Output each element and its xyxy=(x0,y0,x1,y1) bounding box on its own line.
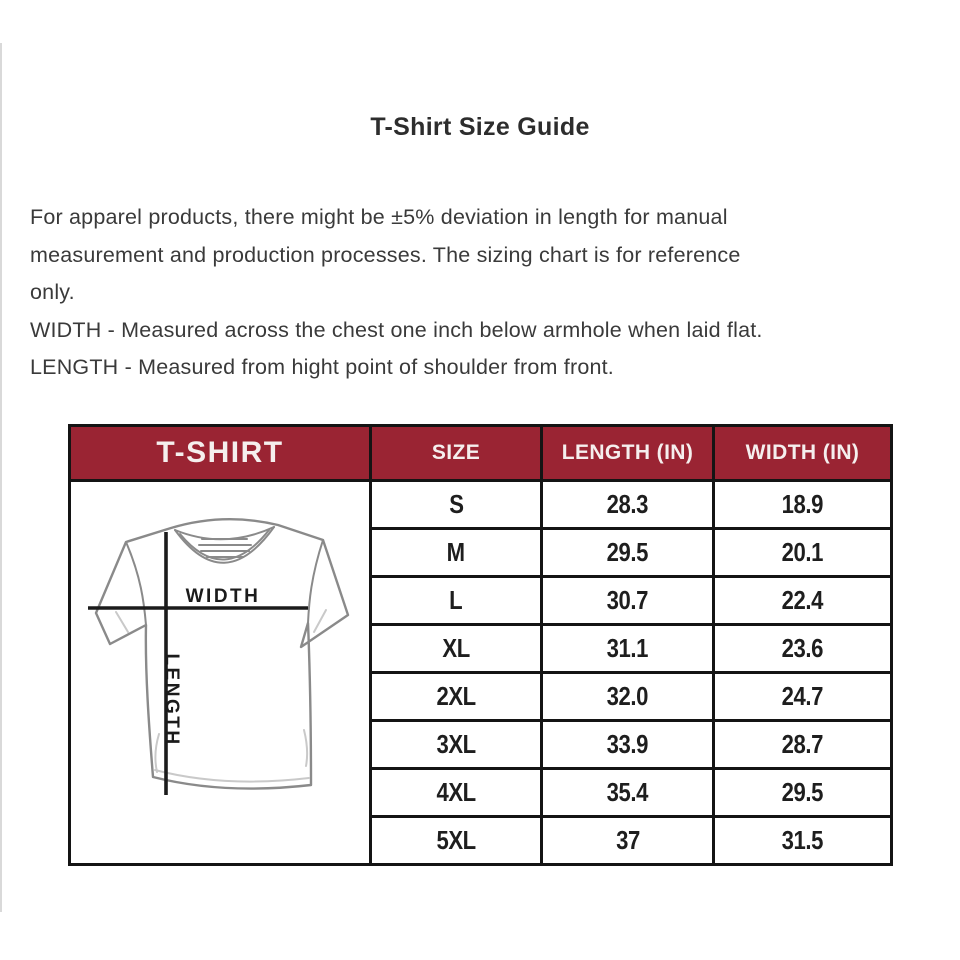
cell-width-value: 18.9 xyxy=(781,489,824,519)
tshirt-illustration xyxy=(71,482,369,863)
page-title: T-Shirt Size Guide xyxy=(370,113,590,141)
cell-length-value: 30.7 xyxy=(606,585,649,615)
cell-width xyxy=(715,818,890,863)
description-block xyxy=(30,199,935,387)
cell-width xyxy=(715,770,890,815)
table-row xyxy=(372,482,890,530)
cell-length-value: 33.9 xyxy=(606,729,649,759)
length-label: LENGTH xyxy=(161,653,182,747)
cell-length xyxy=(543,482,715,527)
table-header-row xyxy=(71,427,890,482)
cell-length xyxy=(543,578,715,623)
cell-length-value: 29.5 xyxy=(606,537,649,567)
table-row xyxy=(372,626,890,674)
description-line: measurement and production processes. The sizing chart is for reference xyxy=(30,242,741,267)
cell-size-value: 4XL xyxy=(436,777,476,807)
cell-length xyxy=(543,818,715,863)
description-line: For apparel products, there might be ±5% deviation in length for manual xyxy=(30,205,728,229)
table-header-size: SIZE xyxy=(372,427,543,479)
table-header-width: WIDTH (IN) xyxy=(715,427,890,479)
cell-size xyxy=(372,770,543,815)
cell-size-value: 3XL xyxy=(436,729,476,759)
size-rows xyxy=(372,482,890,863)
cell-width-value: 29.5 xyxy=(781,777,824,807)
cell-size xyxy=(372,818,543,863)
cell-width xyxy=(715,674,890,719)
cell-width-value: 22.4 xyxy=(781,585,824,615)
cell-size-value: XL xyxy=(442,633,470,663)
cell-width-value: 31.5 xyxy=(781,825,824,855)
cell-width-value: 24.7 xyxy=(781,681,824,711)
table-row xyxy=(372,578,890,626)
size-chart-table xyxy=(68,424,893,866)
table-row xyxy=(372,674,890,722)
cell-width-value: 20.1 xyxy=(781,537,824,567)
cell-length xyxy=(543,530,715,575)
cell-size xyxy=(372,482,543,527)
table-row xyxy=(372,770,890,818)
cell-length xyxy=(543,626,715,671)
table-header-product: T-SHIRT xyxy=(71,427,372,479)
cell-width xyxy=(715,578,890,623)
cell-size-value: M xyxy=(446,537,465,567)
cell-size xyxy=(372,722,543,767)
photo-edge xyxy=(0,43,2,912)
cell-length xyxy=(543,674,715,719)
tshirt-diagram-cell xyxy=(71,482,372,863)
cell-size xyxy=(372,674,543,719)
cell-width-value: 23.6 xyxy=(781,633,824,663)
cell-length xyxy=(543,770,715,815)
cell-size-value: 5XL xyxy=(436,825,476,855)
cell-length-value: 28.3 xyxy=(606,489,649,519)
cell-size-value: 2XL xyxy=(436,681,476,711)
cell-length-value: 37 xyxy=(615,825,640,855)
cell-length-value: 31.1 xyxy=(606,633,649,663)
cell-width-value: 28.7 xyxy=(781,729,824,759)
width-label: WIDTH xyxy=(185,586,261,607)
description-line: WIDTH - Measured across the chest one inch below armhole when laid flat. xyxy=(30,317,763,342)
cell-width xyxy=(715,482,890,527)
cell-width xyxy=(715,626,890,671)
cell-size xyxy=(372,626,543,671)
description-line: only. xyxy=(30,280,75,305)
table-body xyxy=(71,482,890,863)
table-row xyxy=(372,722,890,770)
cell-width xyxy=(715,530,890,575)
cell-length xyxy=(543,722,715,767)
description-line: LENGTH - Measured from hight point of shoulder from front. xyxy=(30,355,614,380)
cell-size-value: S xyxy=(448,489,464,519)
cell-size xyxy=(372,530,543,575)
table-row xyxy=(372,530,890,578)
cell-length-value: 32.0 xyxy=(606,681,649,711)
cell-width xyxy=(715,722,890,767)
table-header-length: LENGTH (IN) xyxy=(543,427,715,479)
cell-length-value: 35.4 xyxy=(606,777,649,807)
cell-size-value: L xyxy=(449,585,463,615)
table-row xyxy=(372,818,890,863)
cell-size xyxy=(372,578,543,623)
